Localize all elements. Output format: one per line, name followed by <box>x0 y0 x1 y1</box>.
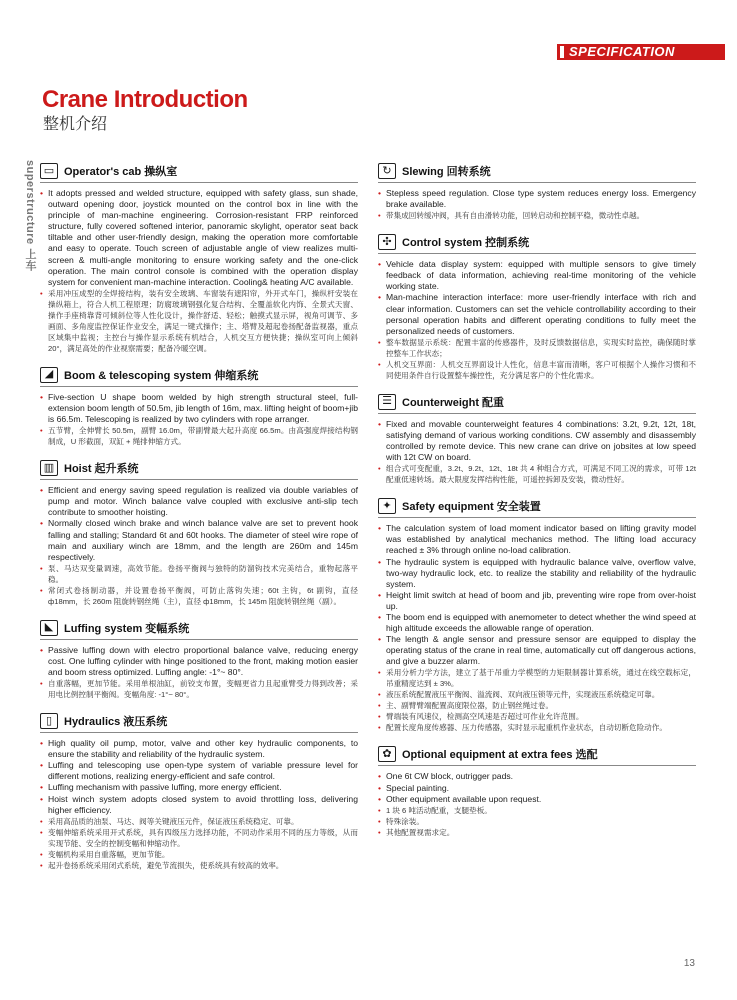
list-item: • 组合式可变配重，3.2t、9.2t、12t、18t 共 4 种组合方式，可满足不同工况的需求，可带 12t 配重低速转场。最大限度发挥结构性能，可遥控拆卸及安装，微动性好。 <box>378 463 696 485</box>
bullet-list <box>40 645 358 700</box>
list-item: • The boom end is equipped with anemometer to detect whether the wind speed at high altitude exceeds the allowable range of operation. <box>378 612 696 634</box>
list-item: • 变幅机构采用自重落幅，更加节能。 <box>40 849 358 860</box>
section <box>378 231 696 381</box>
section-title: Boom & telescoping system 伸缩系统 <box>64 369 259 382</box>
section-header <box>40 710 358 733</box>
list-item: • It adopts pressed and welded structure, equipped with safety glass, sun shade, outward opening door, joystick mounted on the control box in line with the principle of man-machine engineering. Corrosion-resistant FRP reinforced structure, fully covered softened interior, panoramic skylight, operator seat back tiltable and other user-friendly design, making the operation more comfortable and easy to operate. Touch screen of adjustable angle of view realizes multi-screen & multi-angle monitoring to ensure working safety and the one-click operation. The main control console is combined with the operation display system for convenient man-machine interaction. Cooling& heating A/C available. <box>40 188 358 288</box>
section-header <box>40 160 358 183</box>
bullet-list <box>378 419 696 485</box>
list-item: • Hoist winch system adopts closed system to avoid throttling loss, delivering higher efficiency. <box>40 794 358 816</box>
page-subtitle: 整机介绍 <box>43 116 108 133</box>
list-item: • Efficient and energy saving speed regulation is realized via double variables of pump and motor. Winch balance valve coupled with exclusive anti-slip tech contribute to smoother hoisting. <box>40 485 358 518</box>
list-item: • 常闭式卷扬制动器，并设置卷扬平衡阀，可防止落钩失速；60t 主钩，6t 副钩，直径 ф18mm，长 260m 阻旋转钢丝绳（主），直径 ф18mm，长 145m 阻旋转钢丝绳（副）。 <box>40 585 358 607</box>
section-title: Optional equipment at extra fees 选配 <box>402 749 598 762</box>
list-item: • The length & angle sensor and pressure sensor are equipped to display the operating status of the crane in real time, automatically cut off dangerous actions, and give a buzzer alarm. <box>378 634 696 667</box>
list-item: • High quality oil pump, motor, valve and other key hydraulic components, to ensure the stability and reliability of the hydraulic system. <box>40 738 358 760</box>
bullet-list <box>378 259 696 381</box>
bullet-list <box>40 392 358 447</box>
boom-icon: ◢ <box>40 367 58 383</box>
right-column <box>378 160 696 848</box>
specification-tag: SPECIFICATION <box>557 44 725 60</box>
section-title: Counterweight 配重 <box>402 396 505 409</box>
section <box>378 743 696 837</box>
list-item: • 其他配置视需求定。 <box>378 827 696 838</box>
section-title: Luffing system 变幅系统 <box>64 622 190 635</box>
section <box>378 391 696 485</box>
counterweight-icon: ☰ <box>378 394 396 410</box>
list-item: • Luffing and telescoping use open-type system of variable pressure level for different motions, realizing energy-efficient and safe control. <box>40 760 358 782</box>
bullet-list <box>40 485 358 607</box>
bullet-list <box>378 523 696 733</box>
luffing-icon: ◣ <box>40 620 58 636</box>
section <box>378 160 696 221</box>
list-item: • Other equipment available upon request. <box>378 794 696 805</box>
list-item: • 臂端装有风速仪，检测高空风速是否超过可作业允许范围。 <box>378 711 696 722</box>
list-item: • 配置长度角度传感器、压力传感器，实时显示起重机作业状态，自动切断危险动作。 <box>378 722 696 733</box>
list-item: • 1 块 6 吨活动配重，支腿垫板。 <box>378 805 696 816</box>
section-title: Hoist 起升系统 <box>64 463 139 476</box>
section <box>40 710 358 871</box>
list-item: • 采用高品质的油泵、马达、阀等关键液压元件，保证液压系统稳定、可靠。 <box>40 816 358 827</box>
list-item: • 带集成回转缓冲阀，具有自由滑转功能，回转启动和控制平稳，微动性卓越。 <box>378 210 696 221</box>
section-header <box>40 457 358 480</box>
list-item: • Normally closed winch brake and winch balance valve are set to prevent hook falling and stalling; Standard 6t and 60t hooks. The diameter of steel wire rope of main and auxiliary winch are 18mm, and the length are 260m and 145m respectively. <box>40 518 358 562</box>
list-item: • Five-section U shape boom welded by high strength structural steel, full-extension boom length of 50.5m, jib length of 16m, max. lifting height of boom+jib is 66.5m. Telescoping is realized by two cylinders with rope arranger. <box>40 392 358 425</box>
section <box>40 160 358 354</box>
section-header <box>378 231 696 254</box>
list-item: • 采用冲压成型的全焊接结构，装有安全玻璃、车窗装有遮阳帘，外开式车门，操纵杆安装在操纵箱上，符合人机工程原理；防腐玻璃钢强化复合结构、全覆盖软化内饰、全景式天窗、操作手座椅靠背可倾斜位等人性化设计，操作舒适、轻松；触摸式显示屏，视角可调节、多画面、多角度监控保证作业安全，满足一键式操作；主、塔臂及超起卷扬配备监视器，重点区域集中监视；主控台与操作显示系统有机结合，人机交互方便快捷；操纵室可向上倾斜 20°，满足高处的作业视察需要；配备冷暖空调。 <box>40 288 358 354</box>
section-title: Hydraulics 液压系统 <box>64 716 168 729</box>
section-header <box>378 391 696 414</box>
section-title: Control system 控制系统 <box>402 237 530 250</box>
section <box>40 617 358 700</box>
section-header <box>40 617 358 640</box>
hoist-icon: ▥ <box>40 460 58 476</box>
operator-cab-icon: ▭ <box>40 163 58 179</box>
list-item: • One 6t CW block, outrigger pads. <box>378 771 696 782</box>
section-header <box>378 743 696 766</box>
section-header <box>378 160 696 183</box>
list-item: • 五节臂，全伸臂长 50.5m，副臂 16.0m，带副臂最大起升高度 66.5m。由高强度焊接结构钢制成，U 形截面，双缸 + 绳排伸缩方式。 <box>40 425 358 447</box>
list-item: • 人机交互界面：人机交互界面设计人性化，信息丰富而清晰，客户可根据个人操作习惯和不同使用条件自行设置整车操控性，充分满足客户的个性化需求。 <box>378 359 696 381</box>
section-title: Operator's cab 操纵室 <box>64 166 178 178</box>
section <box>40 364 358 447</box>
optional-equipment-icon: ✿ <box>378 746 396 762</box>
list-item: • Man-machine interaction interface: more user-friendly interface with rich and clear information. Customers can set the vehicle controllability according to their personal operation habits and different operating conditions to fully meet the personalized needs of customers. <box>378 292 696 336</box>
page-number: 13 <box>683 958 695 969</box>
list-item: • 液压系统配置液压平衡阀、溢流阀、双向液压锁等元件，实现液压系统稳定可靠。 <box>378 689 696 700</box>
list-item: • Luffing mechanism with passive luffing, more energy efficient. <box>40 782 358 793</box>
section-title: Slewing 回转系统 <box>402 166 491 178</box>
list-item: • Special painting. <box>378 783 696 794</box>
list-item: • 主、副臂臂端配置高度限位器，防止钢丝绳过卷。 <box>378 700 696 711</box>
list-item: • The calculation system of load moment indicator based on lifting gravity model was established by analytical mechanics method. The lifting load accuracy reached ± 3% through online no-load calibration. <box>378 523 696 556</box>
bullet-list <box>40 188 358 354</box>
section-header <box>40 364 358 387</box>
list-item: • 特殊涂装。 <box>378 816 696 827</box>
list-item: • 整车数据显示系统：配置丰富的传感器件，及时反馈数据信息，实现实时监控，确保随时掌控整车工作状态； <box>378 337 696 359</box>
list-item: • Vehicle data display system: equipped with multiple sensors to give timely feedback of data information, achieving real-time monitoring of the vehicle working state. <box>378 259 696 292</box>
safety-icon: ✦ <box>378 498 396 514</box>
list-item: • Fixed and movable counterweight features 4 combinations: 3.2t, 9.2t, 12t, 18t, satisfying demand of various working conditions. CW assembly and disassembly controlled by remote device. This new crane can drive on jobsites at low speed with 12t CW on board. <box>378 419 696 463</box>
control-system-icon: ✣ <box>378 234 396 250</box>
section <box>378 495 696 733</box>
list-item: • 起升卷扬系统采用闭式系统，避免节流损失，使系统具有较高的效率。 <box>40 860 358 871</box>
list-item: • 变幅伸缩系统采用开式系统，具有四级压力选择功能，不同动作采用不同的压力等级，从而实现节能、安全的控制变幅和伸缩动作。 <box>40 827 358 849</box>
list-item: • The hydraulic system is equipped with hydraulic balance valve, overflow valve, two-way hydraulic lock, etc. to realize the stability and reliability of the hydraulic system. <box>378 557 696 590</box>
bullet-list <box>378 188 696 221</box>
list-item: • Height limit switch at head of boom and jib, preventing wire rope from over-hoist up. <box>378 590 696 612</box>
bullet-list <box>378 771 696 837</box>
section <box>40 457 358 607</box>
left-column <box>40 160 358 881</box>
hydraulics-icon: ▯ <box>40 713 58 729</box>
section-header <box>378 495 696 518</box>
bullet-list <box>40 738 358 871</box>
list-item: • 自重落幅，更加节能。采用单根油缸，前铰支布置，变幅更省力且起重臂受力得到改善；采用电比例控制平衡阀。变幅角度: -1°~ 80°。 <box>40 678 358 700</box>
list-item: • 采用分析力学方法，建立了基于吊重力学模型的力矩限制器计算系统，通过在线空载标定，吊重精度达到 ± 3%。 <box>378 667 696 689</box>
section-title: Safety equipment 安全装置 <box>402 501 541 514</box>
slewing-icon: ↻ <box>378 163 396 179</box>
list-item: • Passive luffing down with electro proportional balance valve, reducing energy cost. One luffing cylinder with hinge positioned to the front, making motion easier and boom stress optimized. Luffing angle: -1°~ 80°. <box>40 645 358 678</box>
page-title: Crane Introduction <box>42 86 248 113</box>
side-label: superstructure 上车 <box>24 160 36 272</box>
list-item: • Stepless speed regulation. Close type system reduces energy loss. Emergency brake available. <box>378 188 696 210</box>
list-item: • 泵、马达双变量调速，高效节能。卷扬平衡阀与独特的防溜钩技术完美结合，重物起落平稳。 <box>40 563 358 585</box>
